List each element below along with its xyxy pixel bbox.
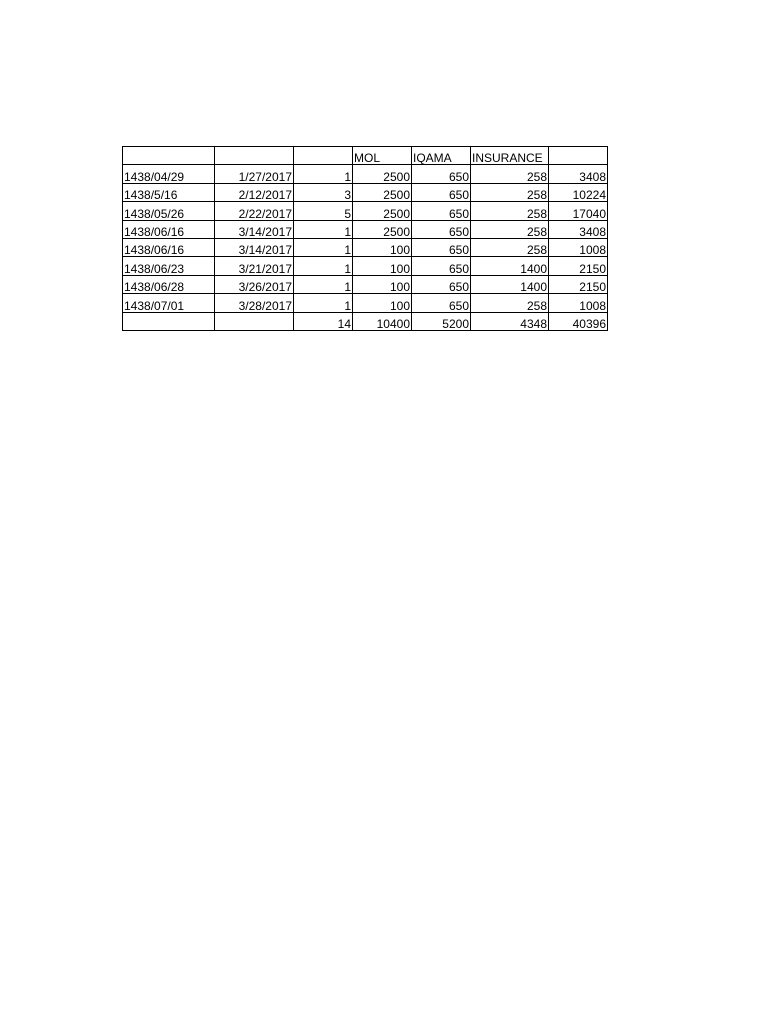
row-total-cell[interactable]: 17040 [549, 202, 608, 220]
gregorian-date-cell[interactable]: 3/26/2017 [215, 275, 294, 293]
mol-cell[interactable]: 100 [353, 294, 412, 312]
totals-cell[interactable] [123, 312, 215, 330]
iqama-cell[interactable]: 650 [412, 202, 471, 220]
insurance-cell[interactable]: 258 [471, 165, 549, 183]
gregorian-date-cell[interactable]: 2/12/2017 [215, 183, 294, 201]
insurance-cell[interactable]: 258 [471, 294, 549, 312]
header-cell[interactable] [215, 147, 294, 165]
count-cell[interactable]: 1 [294, 238, 353, 256]
iqama-cell[interactable]: 650 [412, 165, 471, 183]
table-row [123, 294, 608, 312]
total-count-cell[interactable]: 14 [294, 312, 353, 330]
insurance-cell[interactable]: 1400 [471, 257, 549, 275]
table-row [123, 257, 608, 275]
hijri-date-cell[interactable]: 1438/06/28 [123, 275, 215, 293]
row-total-cell[interactable]: 1008 [549, 238, 608, 256]
iqama-cell[interactable]: 650 [412, 294, 471, 312]
mol-cell[interactable]: 2500 [353, 165, 412, 183]
iqama-cell[interactable]: 650 [412, 183, 471, 201]
mol-cell[interactable]: 2500 [353, 183, 412, 201]
header-cell-mol[interactable]: MOL [353, 147, 412, 165]
row-total-cell[interactable]: 2150 [549, 257, 608, 275]
table-row [123, 238, 608, 256]
spreadsheet-table [122, 146, 608, 331]
iqama-cell[interactable]: 650 [412, 220, 471, 238]
hijri-date-cell[interactable]: 1438/06/23 [123, 257, 215, 275]
table-row [123, 202, 608, 220]
hijri-date-cell[interactable]: 1438/5/16 [123, 183, 215, 201]
header-cell-iqama[interactable]: IQAMA [412, 147, 471, 165]
count-cell[interactable]: 1 [294, 257, 353, 275]
hijri-date-cell[interactable]: 1438/06/16 [123, 220, 215, 238]
mol-cell[interactable]: 100 [353, 257, 412, 275]
header-cell[interactable] [123, 147, 215, 165]
totals-row [123, 312, 608, 330]
table-row [123, 165, 608, 183]
hijri-date-cell[interactable]: 1438/05/26 [123, 202, 215, 220]
table-row [123, 220, 608, 238]
header-cell[interactable] [549, 147, 608, 165]
iqama-cell[interactable]: 650 [412, 275, 471, 293]
hijri-date-cell[interactable]: 1438/07/01 [123, 294, 215, 312]
row-total-cell[interactable]: 3408 [549, 165, 608, 183]
count-cell[interactable]: 1 [294, 294, 353, 312]
iqama-cell[interactable]: 650 [412, 238, 471, 256]
mol-cell[interactable]: 100 [353, 275, 412, 293]
hijri-date-cell[interactable]: 1438/06/16 [123, 238, 215, 256]
count-cell[interactable]: 5 [294, 202, 353, 220]
row-total-cell[interactable]: 2150 [549, 275, 608, 293]
insurance-cell[interactable]: 258 [471, 202, 549, 220]
count-cell[interactable]: 1 [294, 165, 353, 183]
insurance-cell[interactable]: 1400 [471, 275, 549, 293]
gregorian-date-cell[interactable]: 2/22/2017 [215, 202, 294, 220]
gregorian-date-cell[interactable]: 3/28/2017 [215, 294, 294, 312]
totals-cell[interactable] [215, 312, 294, 330]
count-cell[interactable]: 1 [294, 275, 353, 293]
mol-cell[interactable]: 2500 [353, 220, 412, 238]
table-row [123, 275, 608, 293]
row-total-cell[interactable]: 3408 [549, 220, 608, 238]
gregorian-date-cell[interactable]: 1/27/2017 [215, 165, 294, 183]
grand-total-cell[interactable]: 40396 [549, 312, 608, 330]
mol-cell[interactable]: 2500 [353, 202, 412, 220]
total-mol-cell[interactable]: 10400 [353, 312, 412, 330]
header-cell[interactable] [294, 147, 353, 165]
insurance-cell[interactable]: 258 [471, 220, 549, 238]
header-row [123, 147, 608, 165]
gregorian-date-cell[interactable]: 3/14/2017 [215, 220, 294, 238]
iqama-cell[interactable]: 650 [412, 257, 471, 275]
gregorian-date-cell[interactable]: 3/21/2017 [215, 257, 294, 275]
total-insurance-cell[interactable]: 4348 [471, 312, 549, 330]
total-iqama-cell[interactable]: 5200 [412, 312, 471, 330]
row-total-cell[interactable]: 1008 [549, 294, 608, 312]
header-cell-insurance[interactable]: INSURANCE [471, 147, 549, 165]
count-cell[interactable]: 1 [294, 220, 353, 238]
mol-cell[interactable]: 100 [353, 238, 412, 256]
gregorian-date-cell[interactable]: 3/14/2017 [215, 238, 294, 256]
count-cell[interactable]: 3 [294, 183, 353, 201]
insurance-cell[interactable]: 258 [471, 238, 549, 256]
hijri-date-cell[interactable]: 1438/04/29 [123, 165, 215, 183]
row-total-cell[interactable]: 10224 [549, 183, 608, 201]
insurance-cell[interactable]: 258 [471, 183, 549, 201]
table-row [123, 183, 608, 201]
